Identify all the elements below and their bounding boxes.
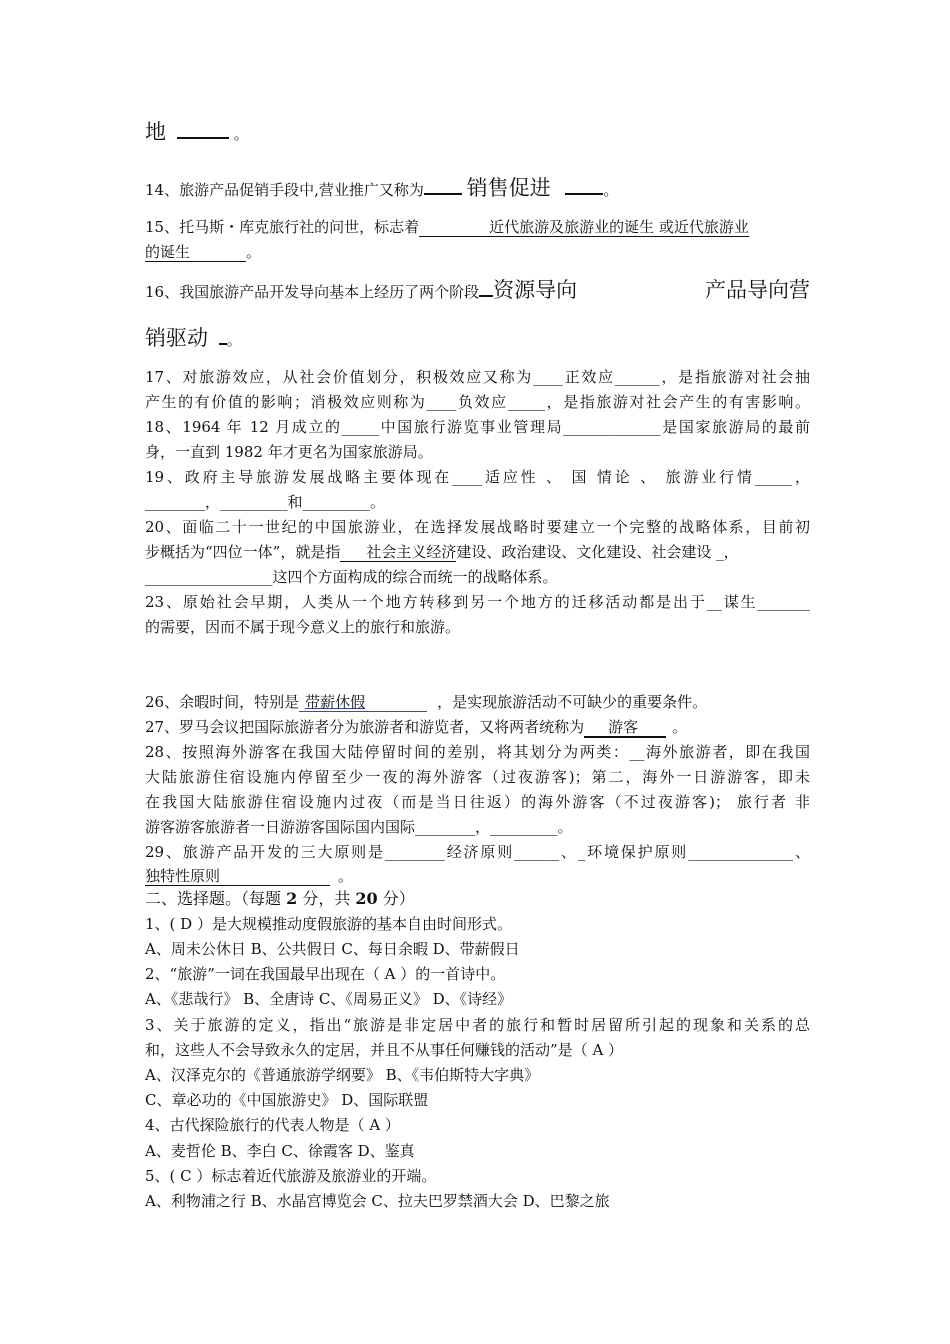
q15-text: 15、托马斯・库克旅行社的问世，标志着	[145, 218, 420, 236]
question-18-line-1: 18、1964 年 12 月成立的_____中国旅行游览事业管理局_____________是国家旅游局的最前	[145, 418, 810, 436]
choice-q1: 1、( D ）是大规模推动度假旅游的基本自由时间形式。	[145, 915, 512, 933]
question-20-line-2	[145, 540, 810, 565]
question-23-line-1: 23、原始社会早期，人类从一个地方转移到另一个地方的迁移活动都是出于__谋生_______	[145, 593, 810, 611]
blank	[565, 193, 603, 195]
question-28-line-1: 28、按照海外游客在我国大陆停留时间的差别，将其划分为两类：__海外旅游者，即在我国	[145, 743, 810, 761]
period: 。	[246, 243, 262, 261]
question-16-line-2	[145, 326, 810, 353]
choice-q3-line-1: 3、关于旅游的定义，指出“旅游是非定居中者的旅行和暂时居留所引起的现象和关系的总	[145, 1016, 810, 1034]
q27-text: 27、罗马会议把国际旅游者分为旅游者和游览者，又将两者统称为	[145, 718, 585, 736]
period: 。	[672, 718, 688, 736]
q16-text: 16、我国旅游产品开发导向基本上经历了两个阶段	[145, 283, 480, 301]
question-19-line-1: 19、政府主导旅游发展战略主要体现在____适应性 、 国 情论 、 旅游业行情_____，	[145, 468, 810, 486]
question-23-line-2: 的需要，因而不属于现今意义上的旅行和旅游。	[145, 618, 461, 636]
question-27	[145, 715, 810, 740]
heading-text-2: 分，共	[297, 889, 356, 908]
question-28-line-4: 游客游客旅游者一日游游客国际国内国际________，_________。	[145, 818, 573, 836]
choice-q4: 4、古代探险旅行的代表人物是（ A ）	[145, 1116, 400, 1134]
choice-q5: 5、( C ）标志着近代旅游及旅游业的开端。	[145, 1167, 437, 1185]
question-16-line-1	[145, 278, 810, 305]
heading-text: 二、选择题。（每题	[145, 889, 287, 908]
choice-q4-options: A、麦哲伦 B、李白 C、徐霞客 D、鉴真	[145, 1142, 415, 1160]
q20-text: 步概括为“四位一体”，就是指	[145, 543, 341, 561]
q15-answer-cont	[145, 243, 246, 262]
blank	[479, 295, 493, 297]
choice-q2: 2、“旅游”一词在我国最早出现在（ A ）的一首诗中。	[145, 965, 506, 983]
blank	[219, 343, 227, 345]
q14-text: 14、旅游产品促销手段中,营业推广又称为	[145, 181, 424, 199]
heading-text-3: 分）	[377, 889, 415, 908]
q15-answer-text-2: 的诞生	[145, 243, 191, 261]
q16-answer-1: 资源导向	[493, 278, 578, 302]
question-28-line-2: 大陆旅游住宿设施内停留至少一夜的海外游客（过夜游客)；第二，海外一日游游客，即未	[145, 768, 810, 786]
question-15-line-2	[145, 240, 810, 265]
q29-answer	[145, 867, 330, 886]
q15-answer	[419, 218, 749, 237]
question-14	[145, 176, 810, 203]
question-20-line-3: _________________这四个方面构成的综合而统一的战略体系。	[145, 568, 558, 586]
q26-answer	[299, 693, 427, 712]
question-26	[145, 690, 810, 715]
q26-text: 26、余暇时间，特别是	[145, 693, 300, 711]
period: 。	[233, 125, 249, 143]
question-29-line-1: 29、旅游产品开发的三大原则是________经济原则______、_环境保护原则______________、	[145, 843, 810, 861]
choice-q5-options: A、利物浦之行 B、水晶宫博览会 C、拉夫巴罗禁酒大会 D、巴黎之旅	[145, 1192, 610, 1210]
q20-answer-text: 社会主义经济	[366, 543, 457, 561]
q15-answer-text: 近代旅游及旅游业的诞生 或近代旅游业	[489, 218, 749, 236]
question-28-line-3: 在我国大陆旅游住宿设施内过夜（而是当日往返）的海外游客（不过夜游客)； 旅行者 非	[145, 793, 810, 811]
q26-text-2: ，是实现旅游活动不可缺少的重要条件。	[437, 693, 708, 711]
heading-points: 2	[286, 889, 298, 908]
q26-answer-text: 带薪休假	[305, 693, 366, 711]
question-17-line-1: 17、对旅游效应，从社会价值划分，积极效应又称为____正效应______，是指旅游对社会抽	[145, 368, 810, 386]
question-19-line-2: ________，_________和_________。	[145, 493, 386, 511]
period: 。	[603, 181, 619, 199]
choice-q3-options-2: C、章必功的《中国旅游史》 D、国际联盟	[145, 1091, 429, 1109]
q20-text-2: 建设、政治建设、文化建设、社会建设 _，	[456, 543, 739, 561]
line-di	[145, 120, 810, 147]
question-17-line-2: 产生的有价值的影响；消极效应则称为____负效应_____，是指旅游对社会产生的有害影响。	[145, 393, 810, 411]
choice-q3-line-2: 和，这些人不会导致永久的定居，并且不从事任何赚钱的活动”是（ A ）	[145, 1041, 624, 1059]
heading-total: 20	[355, 889, 378, 908]
question-15-line-1	[145, 215, 810, 240]
q16-answer-2: 产品导向营	[705, 278, 810, 302]
question-18-line-2: 身，一直到 1982 年才更名为国家旅游局。	[145, 443, 433, 461]
q29-answer-text: 独特性原则	[145, 867, 221, 885]
period: 。	[226, 331, 242, 349]
q14-answer: 销售促进	[466, 176, 551, 200]
period: 。	[338, 867, 354, 885]
blank	[177, 137, 229, 139]
question-20-line-1: 20、面临二十一世纪的中国旅游业，在选择发展战略时要建立一个完整的战略体系，目前初	[145, 518, 810, 536]
choice-q3-options-1: A、汉泽克尔的《普通旅游学纲要》 B、《韦伯斯特大字典》	[145, 1066, 540, 1084]
choice-q1-options: A、周未公休日 B、公共假日 C、每日余暇 D、带薪假日	[145, 940, 520, 958]
blank	[424, 193, 462, 195]
text-di: 地	[145, 120, 166, 144]
q20-answer	[340, 543, 456, 562]
q27-answer-text: 游客	[608, 718, 639, 736]
choice-q2-options: A、《悲哉行》 B、全唐诗 C、《周易正义》 D、《诗经》	[145, 990, 513, 1008]
section-2-heading	[145, 886, 810, 911]
q16-answer-3: 销驱动	[145, 326, 208, 350]
q27-answer	[584, 718, 666, 738]
